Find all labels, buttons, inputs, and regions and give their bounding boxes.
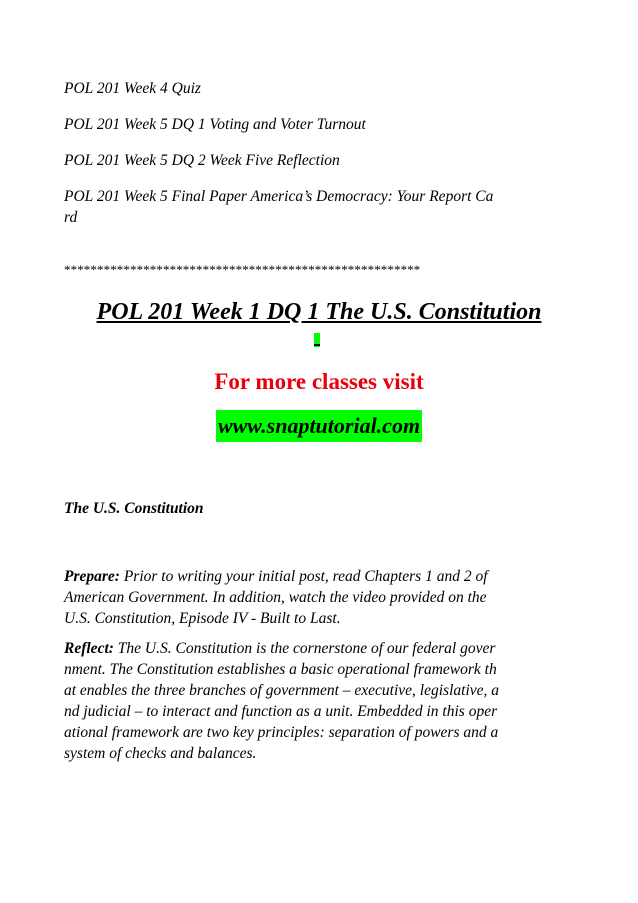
reflect-line: nd judicial – to interact and function as a unit. Embedded in this oper (64, 703, 498, 720)
reflect-line: at enables the three branches of government – executive, legislative, a (64, 682, 500, 699)
promo-url-container (0, 410, 638, 442)
reflect-paragraph (64, 638, 564, 764)
course-link-week4-quiz[interactable]: POL 201 Week 4 Quiz (64, 80, 201, 97)
promo-visit-text: For more classes visit (214, 369, 424, 394)
reflect-label: Reflect: (64, 640, 114, 657)
page-title: POL 201 Week 1 DQ 1 The U.S. Constitution (96, 299, 542, 325)
prepare-line: Prior to writing your initial post, read Chapters 1 and 2 of (119, 568, 488, 585)
highlight-mark (314, 333, 320, 347)
course-link-week5-dq1[interactable]: POL 201 Week 5 DQ 1 Voting and Voter Turnout (64, 116, 366, 133)
section-title: The U.S. Constitution (64, 500, 204, 517)
course-link-week5-dq2[interactable]: POL 201 Week 5 DQ 2 Week Five Reflection (64, 152, 340, 169)
reflect-line: The U.S. Constitution is the cornerstone of our federal gover (113, 640, 496, 657)
prepare-label: Prepare: (64, 568, 120, 585)
reflect-line: nment. The Constitution establishes a basic operational framework th (64, 661, 497, 678)
separator-line: ****************************************************** (64, 262, 421, 277)
prepare-line: American Government. In addition, watch the video provided on the (64, 589, 487, 606)
reflect-line: ational framework are two key principles: separation of powers and a (64, 724, 499, 741)
promo-url-link[interactable]: www.snaptutorial.com (216, 410, 422, 442)
prepare-line: U.S. Constitution, Episode IV - Built to Last. (64, 610, 341, 627)
course-link-final-paper-line2[interactable]: rd (64, 209, 78, 226)
course-link-final-paper-line1[interactable]: POL 201 Week 5 Final Paper America’s Democracy: Your Report Ca (64, 188, 494, 205)
prepare-paragraph (64, 566, 564, 629)
reflect-line: system of checks and balances. (64, 745, 257, 762)
